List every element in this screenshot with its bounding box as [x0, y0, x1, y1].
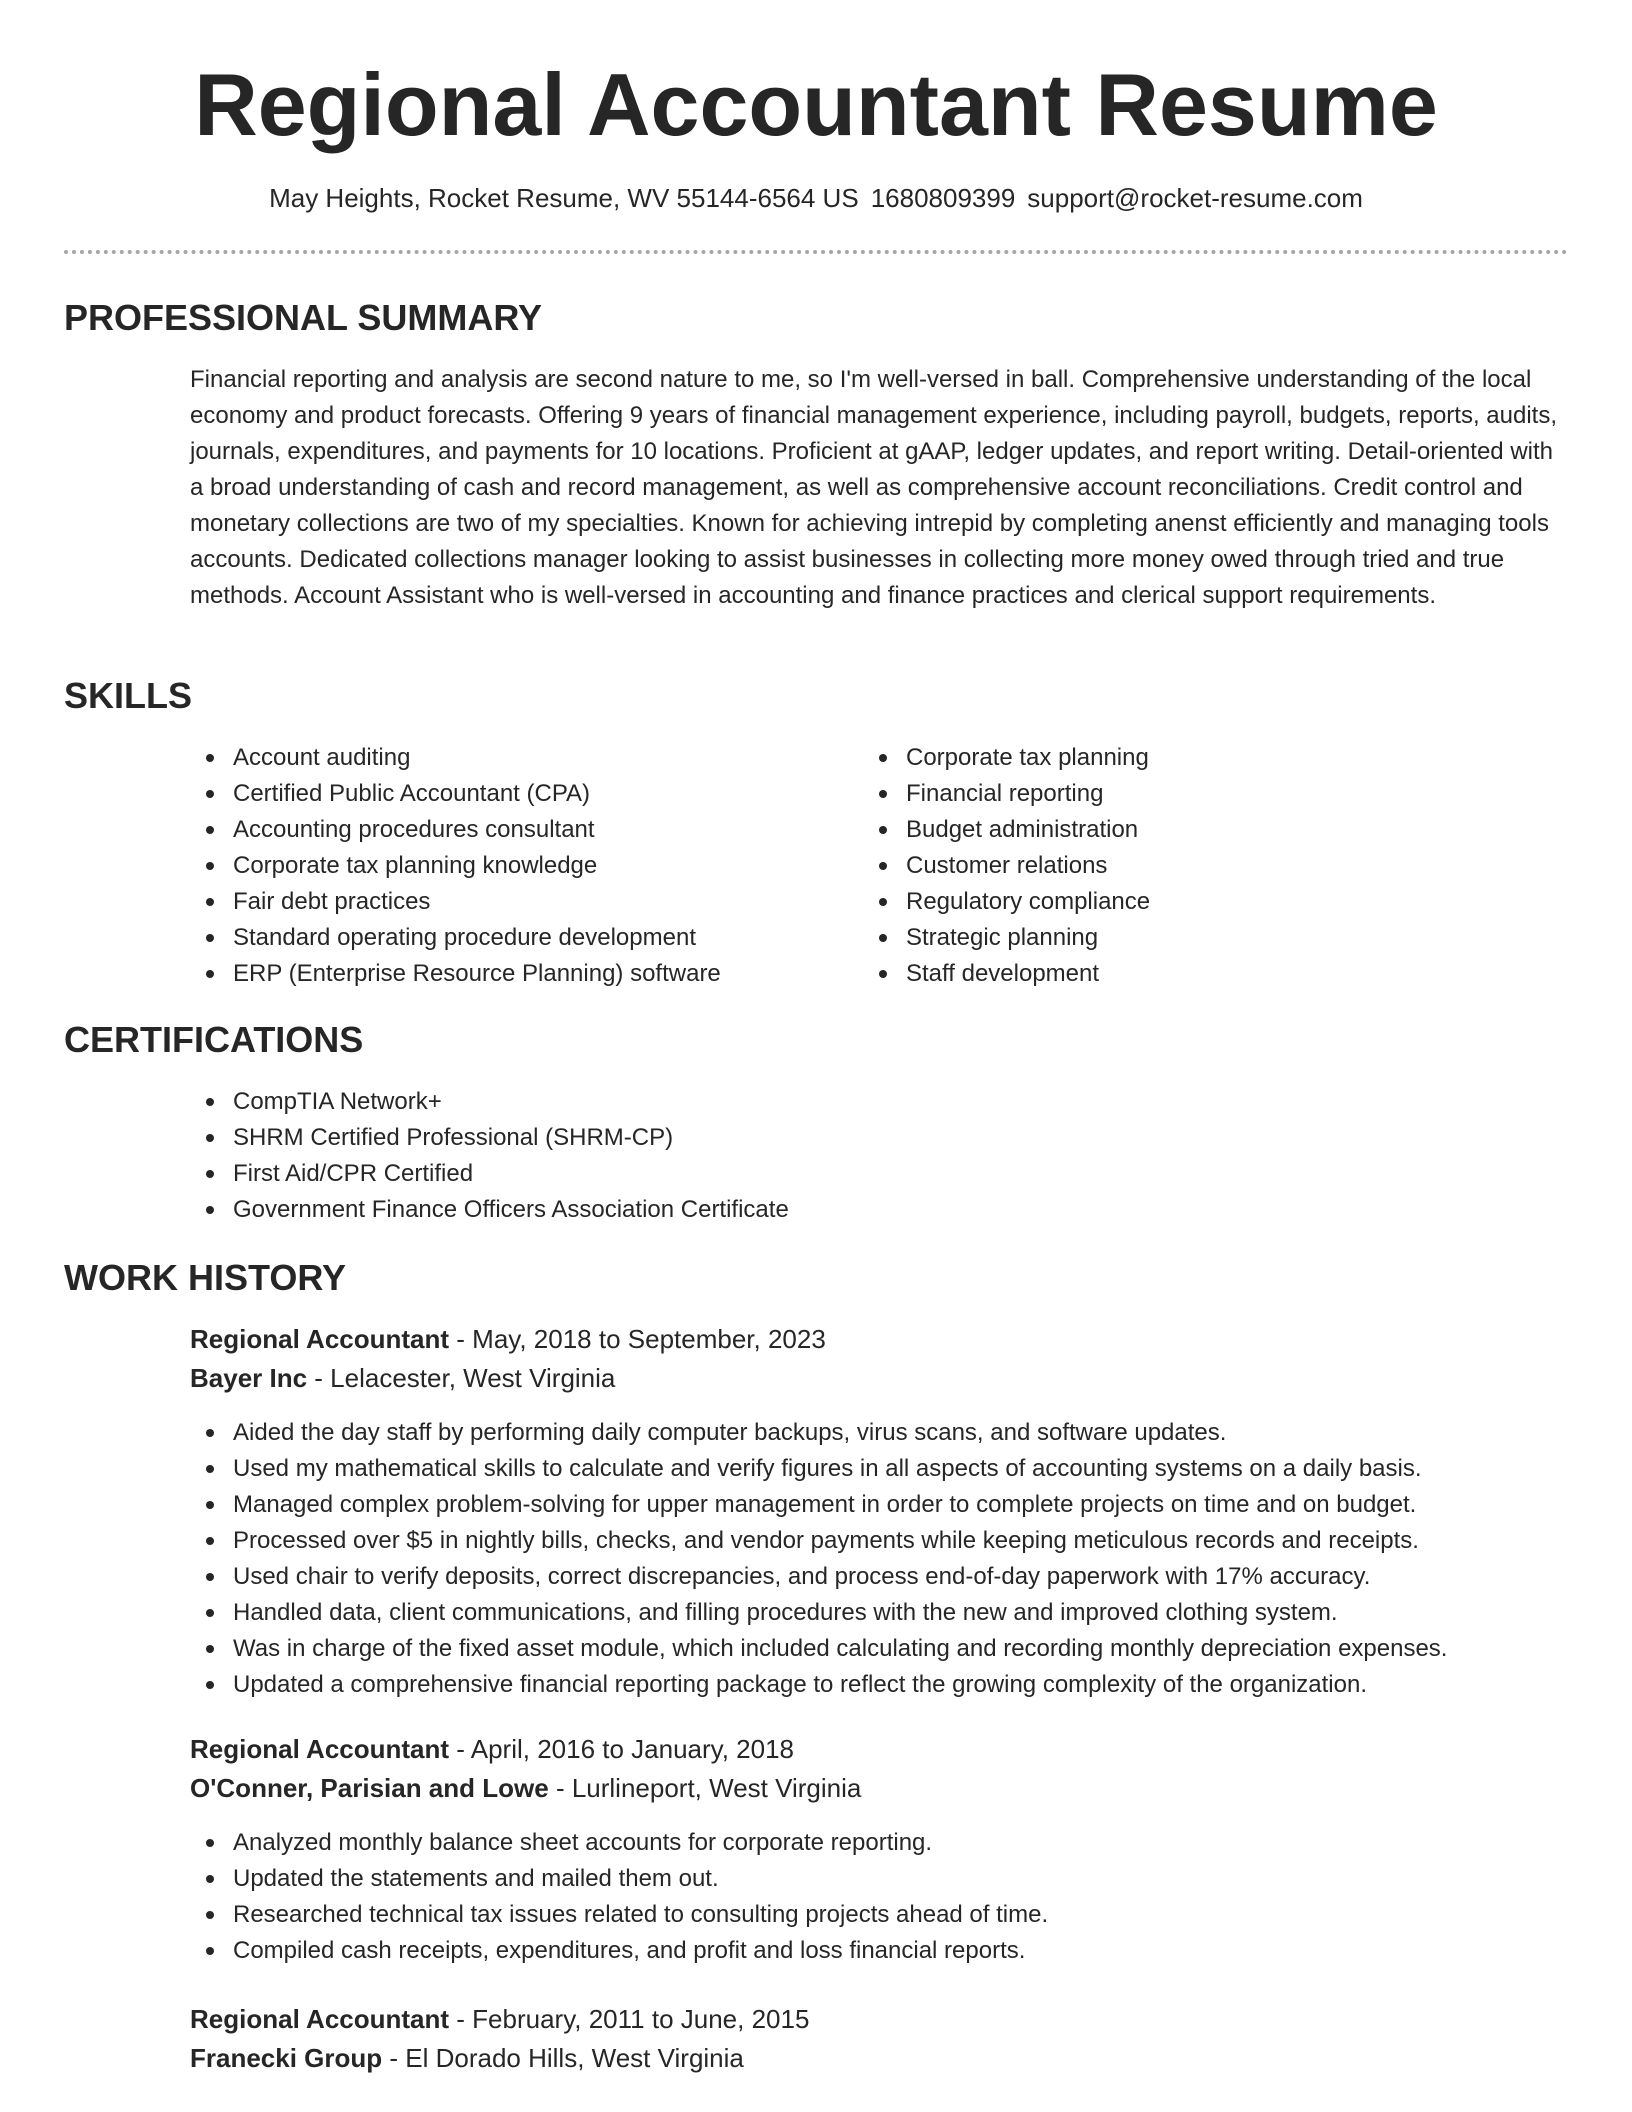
job-entry	[190, 1730, 1560, 1808]
skill-item: Customer relations	[863, 848, 1503, 884]
job-dates: - May, 2018 to September, 2023	[449, 1324, 826, 1354]
job-title-line	[190, 1730, 1560, 1769]
skill-item: Standard operating procedure development	[190, 920, 830, 956]
skill-item: Staff development	[863, 956, 1503, 992]
job-role: Regional Accountant	[190, 1324, 450, 1354]
skill-item: Strategic planning	[863, 920, 1503, 956]
job-bullet: Researched technical tax issues related to consulting projects ahead of time.	[190, 1897, 1560, 1933]
job-role: Regional Accountant	[190, 2004, 450, 2034]
job-bullet: Was in charge of the fixed asset module, which included calculating and recording monthly depreciation expenses.	[190, 1631, 1560, 1667]
job-bullet: Used chair to verify deposits, correct discrepancies, and process end-of-day paperwork with 17% accuracy.	[190, 1559, 1560, 1595]
skills-left-column	[190, 740, 830, 992]
job-location: - Lurlineport, West Virginia	[548, 1773, 862, 1803]
skill-item: Accounting procedures consultant	[190, 812, 830, 848]
job-dates: - April, 2016 to January, 2018	[449, 1734, 795, 1764]
job-bullets	[190, 1825, 1560, 1969]
header-divider	[64, 250, 1568, 254]
job-company: Franecki Group	[190, 2043, 383, 2073]
skill-item: Regulatory compliance	[863, 884, 1503, 920]
job-bullet: Updated a comprehensive financial reporting package to reflect the growing complexity of the organization.	[190, 1667, 1560, 1703]
job-bullet: Managed complex problem-solving for upper management in order to complete projects on time and on budget.	[190, 1487, 1560, 1523]
skills-right-column	[863, 740, 1503, 992]
job-bullet: Aided the day staff by performing daily computer backups, virus scans, and software updates.	[190, 1415, 1560, 1451]
job-title-line	[190, 1320, 1560, 1359]
job-title-line	[190, 2000, 1560, 2039]
skills-heading: SKILLS	[64, 675, 193, 716]
skill-item: Financial reporting	[863, 776, 1503, 812]
skill-item: Account auditing	[190, 740, 830, 776]
job-company: O'Conner, Parisian and Lowe	[190, 1773, 549, 1803]
certification-item: CompTIA Network+	[190, 1084, 1560, 1120]
contact-address: May Heights, Rocket Resume, WV 55144-6564 US	[269, 183, 859, 213]
summary-text: Financial reporting and analysis are second nature to me, so I'm well-versed in ball. Comprehensive understanding of the local economy and product forecasts. Offering 9 years of financial management experience, including payroll, budgets, reports, audits, journals, expenditures, and payments for 10 locations. Proficient at gAAP, ledger updates, and report writing. Detail-oriented with a broad understanding of cash and record management, as well as comprehensive account reconciliations. Credit control and monetary collections are two of my specialties. Known for achieving intrepid by completing anenst efficiently and managing tools accounts. Dedicated collections manager looking to assist businesses in collecting more money owed through tried and true methods. Account Assistant who is well-versed in accounting and finance practices and clerical support requirements.	[190, 366, 1557, 609]
certification-item: SHRM Certified Professional (SHRM-CP)	[190, 1120, 1560, 1156]
contact-email: support@rocket-resume.com	[1027, 183, 1363, 213]
job-bullet: Processed over $5 in nightly bills, checks, and vendor payments while keeping meticulous records and receipts.	[190, 1523, 1560, 1559]
job-company-line	[190, 1359, 1560, 1398]
skill-item: Fair debt practices	[190, 884, 830, 920]
job-bullet: Handled data, client communications, and filling procedures with the new and improved clothing system.	[190, 1595, 1560, 1631]
summary-heading: PROFESSIONAL SUMMARY	[64, 297, 543, 338]
certification-item: First Aid/CPR Certified	[190, 1156, 1560, 1192]
job-entry	[190, 2000, 1560, 2078]
job-entry	[190, 1320, 1560, 1398]
page-title: Regional Accountant Resume	[194, 55, 1438, 154]
skill-item: Corporate tax planning knowledge	[190, 848, 830, 884]
job-location: - El Dorado Hills, West Virginia	[382, 2043, 744, 2073]
job-bullet: Used my mathematical skills to calculate and verify figures in all aspects of accounting systems on a daily basis.	[190, 1451, 1560, 1487]
contact-phone: 1680809399	[870, 183, 1016, 213]
job-bullet: Compiled cash receipts, expenditures, and profit and loss financial reports.	[190, 1933, 1560, 1969]
job-location: - Lelacester, West Virginia	[307, 1363, 616, 1393]
job-bullets	[190, 1415, 1560, 1703]
job-dates: - February, 2011 to June, 2015	[449, 2004, 810, 2034]
skill-item: Budget administration	[863, 812, 1503, 848]
summary-section	[190, 362, 1560, 614]
work-history-heading: WORK HISTORY	[64, 1257, 347, 1298]
skill-item: ERP (Enterprise Resource Planning) software	[190, 956, 830, 992]
certifications-section	[190, 1084, 1560, 1228]
job-company: Bayer Inc	[190, 1363, 308, 1393]
job-bullet: Updated the statements and mailed them out.	[190, 1861, 1560, 1897]
certification-item: Government Finance Officers Association Certificate	[190, 1192, 1560, 1228]
skill-item: Certified Public Accountant (CPA)	[190, 776, 830, 812]
job-role: Regional Accountant	[190, 1734, 450, 1764]
job-company-line	[190, 1769, 1560, 1808]
skill-item: Corporate tax planning	[863, 740, 1503, 776]
contact-line	[0, 178, 1632, 218]
certifications-heading: CERTIFICATIONS	[64, 1019, 364, 1060]
job-company-line	[190, 2039, 1560, 2078]
job-bullet: Analyzed monthly balance sheet accounts for corporate reporting.	[190, 1825, 1560, 1861]
